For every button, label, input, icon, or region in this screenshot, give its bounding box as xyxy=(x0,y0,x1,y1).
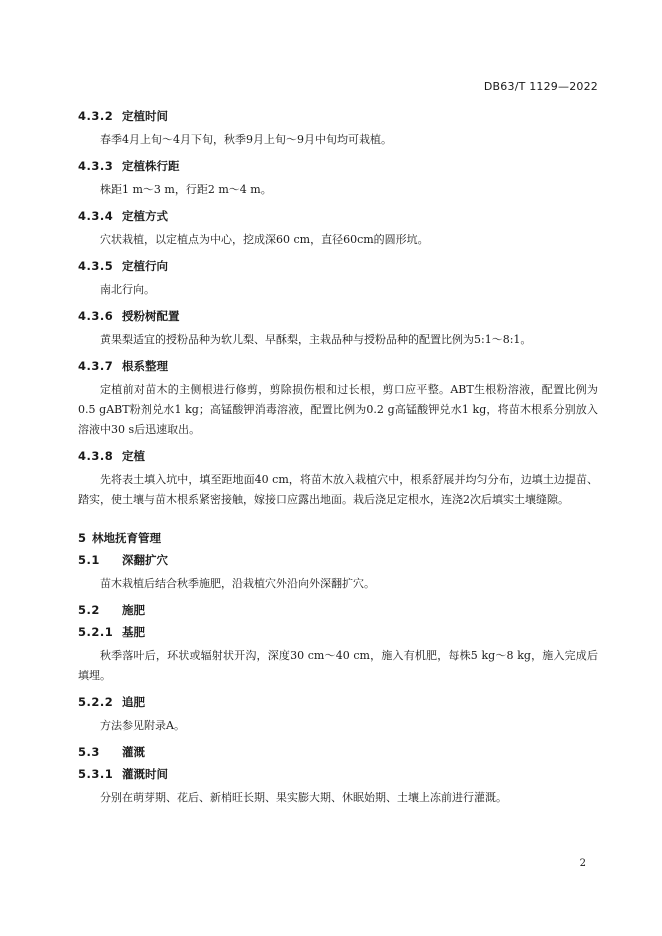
paragraph: 黄果梨适宜的授粉品种为软儿梨、早酥梨，主栽品种与授粉品种的配置比例为5:1～8:1。 xyxy=(100,333,532,346)
section-number: 4.3.6 xyxy=(78,309,114,323)
page-number: 2 xyxy=(579,858,586,869)
section-title: 授粉树配置 xyxy=(122,309,180,323)
section-number: 5.3 xyxy=(78,745,100,759)
paragraph: 春季4月上旬～4月下旬，秋季9月上旬～9月中旬均可栽植。 xyxy=(100,133,392,146)
document-code: DB63/T 1129—2022 xyxy=(483,80,598,93)
section-heading xyxy=(78,766,598,782)
section-heading xyxy=(78,744,598,760)
section-heading xyxy=(78,624,598,640)
paragraph: 分别在萌芽期、花后、新梢旺长期、果实膨大期、休眠始期、土壤上冻前进行灌溉。 xyxy=(100,791,507,804)
paragraph: 方法参见附录A。 xyxy=(100,719,185,732)
section-number: 4.3.7 xyxy=(78,359,114,373)
paragraph: 先将表土填入坑中，填至距地面40 cm，将苗木放入栽植穴中，根系舒展并均匀分布，边填土边提苗、踏实，使土壤与苗木根系紧密接触，嫁接口应露出地面。栽后浇足定根水，连浇2次后填实土壤缝隙。 xyxy=(78,473,598,506)
section-number: 4.3.4 xyxy=(78,209,114,223)
section-number: 5.2.1 xyxy=(78,625,114,639)
section-title: 根系整理 xyxy=(122,359,168,373)
paragraph: 秋季落叶后，环状或辐射状开沟，深度30 cm～40 cm，施入有机肥，每株5 kg～8 kg，施入完成后填埋。 xyxy=(78,649,598,682)
section-heading xyxy=(78,602,598,618)
section-number: 5.3.1 xyxy=(78,767,114,781)
paragraph: 定植前对苗木的主侧根进行修剪，剪除损伤根和过长根，剪口应平整。ABT生根粉溶液，配置比例为0.5 gABT粉剂兑水1 kg；高锰酸钾消毒溶液，配置比例为0.2 g高锰酸钾兑水1 kg，将苗木根系分别放入溶液中30 s后迅速取出。 xyxy=(78,383,598,436)
section-number: 4.3.3 xyxy=(78,159,114,173)
section-heading xyxy=(78,530,598,546)
section-number: 5.2 xyxy=(78,603,100,617)
section-title: 定植行向 xyxy=(122,259,168,273)
section-heading xyxy=(78,258,598,274)
section-title: 基肥 xyxy=(122,625,145,639)
section-number: 5.1 xyxy=(78,553,100,567)
section-title: 灌溉 xyxy=(122,745,145,759)
section-title: 定植 xyxy=(122,449,145,463)
section-heading xyxy=(78,448,598,464)
paragraph: 株距1 m～3 m，行距2 m～4 m。 xyxy=(100,183,272,196)
section-title: 深翻扩穴 xyxy=(122,553,168,567)
section-title: 林地抚育管理 xyxy=(92,531,161,545)
section-heading xyxy=(78,108,598,124)
section-number: 4.3.5 xyxy=(78,259,114,273)
section-heading xyxy=(78,158,598,174)
section-title: 定植株行距 xyxy=(122,159,180,173)
section-title: 定植方式 xyxy=(122,209,168,223)
section-title: 施肥 xyxy=(122,603,145,617)
paragraph: 苗木栽植后结合秋季施肥，沿栽植穴外沿向外深翻扩穴。 xyxy=(100,577,375,590)
section-number: 5 xyxy=(78,531,87,545)
document-body xyxy=(78,102,598,816)
section-number: 4.3.8 xyxy=(78,449,114,463)
section-title: 定植时间 xyxy=(122,109,168,123)
section-heading xyxy=(78,208,598,224)
section-number: 4.3.2 xyxy=(78,109,114,123)
section-heading xyxy=(78,694,598,710)
section-number: 5.2.2 xyxy=(78,695,114,709)
paragraph: 穴状栽植，以定植点为中心，挖成深60 cm，直径60cm的圆形坑。 xyxy=(100,233,429,246)
section-title: 追肥 xyxy=(122,695,145,709)
section-title: 灌溉时间 xyxy=(122,767,168,781)
paragraph: 南北行向。 xyxy=(100,283,155,296)
section-heading xyxy=(78,358,598,374)
section-heading xyxy=(78,308,598,324)
section-heading xyxy=(78,552,598,568)
